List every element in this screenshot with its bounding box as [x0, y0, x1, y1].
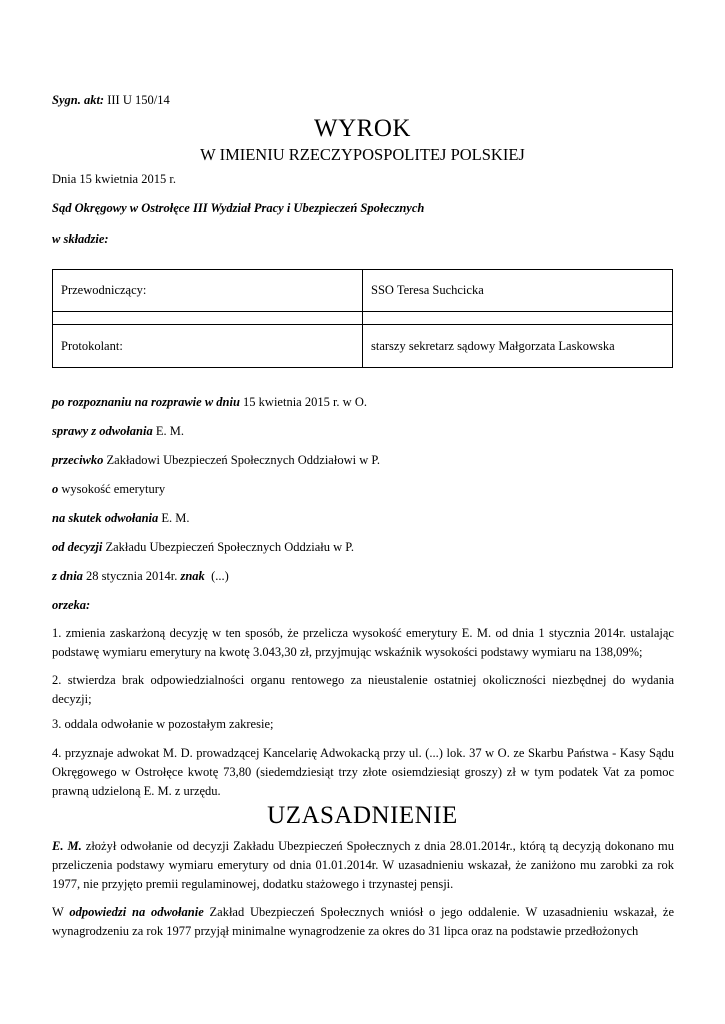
justification-paragraph — [52, 903, 674, 941]
ruling-item: 1. zmienia zaskarżoną decyzję w ten sposób, że przelicza wysokość emerytury E. M. od dnia 1 stycznia 2014r. ustalając podstawę wymiaru emerytury na kwotę 3.043,30 zł, przyjmując wskaźnik wysokości podstawy wymiaru na 138,09%; — [52, 626, 674, 659]
case-line-label: znak — [180, 569, 205, 583]
panel-row-empty — [53, 312, 673, 325]
case-line-label: na skutek odwołania — [52, 511, 159, 525]
case-line-label: od decyzji — [52, 540, 103, 554]
case-signature-value: III U 150/14 — [107, 93, 170, 107]
case-signature-label: Sygn. akt: — [52, 93, 105, 107]
justification-title: UZASADNIENIE — [267, 802, 458, 829]
case-line-label: przeciwko — [52, 453, 104, 467]
panel-member — [363, 312, 673, 325]
panel-role: Przewodniczący: — [53, 270, 363, 312]
composition-label: w składzie: — [52, 232, 109, 246]
court-name: Sąd Okręgowy w Ostrołęce III Wydział Pracy i Ubezpieczeń Społecznych — [52, 201, 425, 215]
panel-member: SSO Teresa Suchcicka — [363, 270, 673, 312]
case-line-decision — [52, 539, 354, 555]
panel-member: starszy sekretarz sądowy Małgorzata Laskowska — [363, 325, 673, 368]
case-line-text: Zakładu Ubezpieczeń Społecznych Oddziału w P. — [105, 540, 354, 554]
case-line-appeal — [52, 510, 190, 526]
case-line-respondent — [52, 452, 380, 468]
case-signature — [52, 92, 170, 108]
judgment-subtitle: W IMIENIU RZECZYPOSPOLITEJ POLSKIEJ — [200, 145, 525, 164]
case-line-text: E. M. — [155, 424, 184, 438]
justification-text: złożył odwołanie od decyzji Zakładu Ubezpieczeń Społecznych z dnia 28.01.2014r., którą tą decyzją dokonano mu przeliczenia podstawy wymiaru emerytury od dnia 01.01.2014r. W uzasadnieniu wskazał, że zaniżono mu zarobki za rok 1977, nie przyjęto premii regulaminowej, dodatku stażowego i trzynastej pensji. — [52, 839, 675, 891]
case-line-subject — [52, 481, 165, 497]
panel-role — [53, 312, 363, 325]
case-line-label: po rozpoznaniu na rozprawie w dniu — [52, 395, 240, 409]
justification-pre: W — [52, 905, 70, 919]
panel-table — [52, 269, 673, 368]
justification-text: Zakład Ubezpieczeń Społecznych wniósł o jego oddalenie. W uzasadnieniu wskazał, że wynagrodzeniu za rok 1977 przyjął minimalne wynagrodzenie za okres do 31 lipca oraz na podstawie przedłożonych — [52, 905, 675, 938]
justification-paragraph — [52, 837, 674, 894]
case-line-text: E. M. — [161, 511, 190, 525]
case-line-text: (...) — [211, 569, 229, 583]
orzeka-label: orzeka: — [52, 598, 91, 612]
case-line-text: Zakładowi Ubezpieczeń Społecznych Oddziałowi w P. — [106, 453, 381, 467]
case-line-label: o — [52, 482, 59, 496]
case-line-decision-date — [52, 568, 229, 584]
panel-role: Protokolant: — [53, 325, 363, 368]
case-line-label: sprawy z odwołania — [52, 424, 153, 438]
case-line-text: wysokość emerytury — [61, 482, 166, 496]
panel-row-clerk — [53, 325, 673, 368]
ruling-item: 2. stwierdza brak odpowiedzialności organu rentowego za nieustalenie ostatniej okoliczności niezbędnej do wydania decyzji; — [52, 673, 674, 706]
case-line-appellant — [52, 423, 184, 439]
case-line-text: 15 kwietnia 2015 r. w O. — [243, 395, 367, 409]
ruling-item: 4. przyznaje adwokat M. D. prowadzącej Kancelarię Adwokacką przy ul. (...) lok. 37 w O. ze Skarbu Państwa - Kasy Sądu Okręgowego w Ostrołęce kwotę 73,80 (siedemdziesiąt trzy złote osiemdziesiąt groszy) zł w tym podatek Vat za pomoc prawną udzieloną E. M. z urzędu. — [52, 746, 674, 798]
ruling-item: 3. oddala odwołanie w pozostałym zakresie; — [52, 717, 274, 731]
justification-lead: odpowiedzi na odwołanie — [69, 905, 204, 919]
panel-row-chair — [53, 270, 673, 312]
justification-lead: E. M. — [52, 839, 82, 853]
judgment-date: Dnia 15 kwietnia 2015 r. — [52, 172, 176, 186]
case-line-hearing — [52, 394, 367, 410]
case-line-label: z dnia — [52, 569, 83, 583]
case-line-text: 28 stycznia 2014r. — [86, 569, 178, 583]
judgment-title: WYROK — [314, 115, 411, 142]
